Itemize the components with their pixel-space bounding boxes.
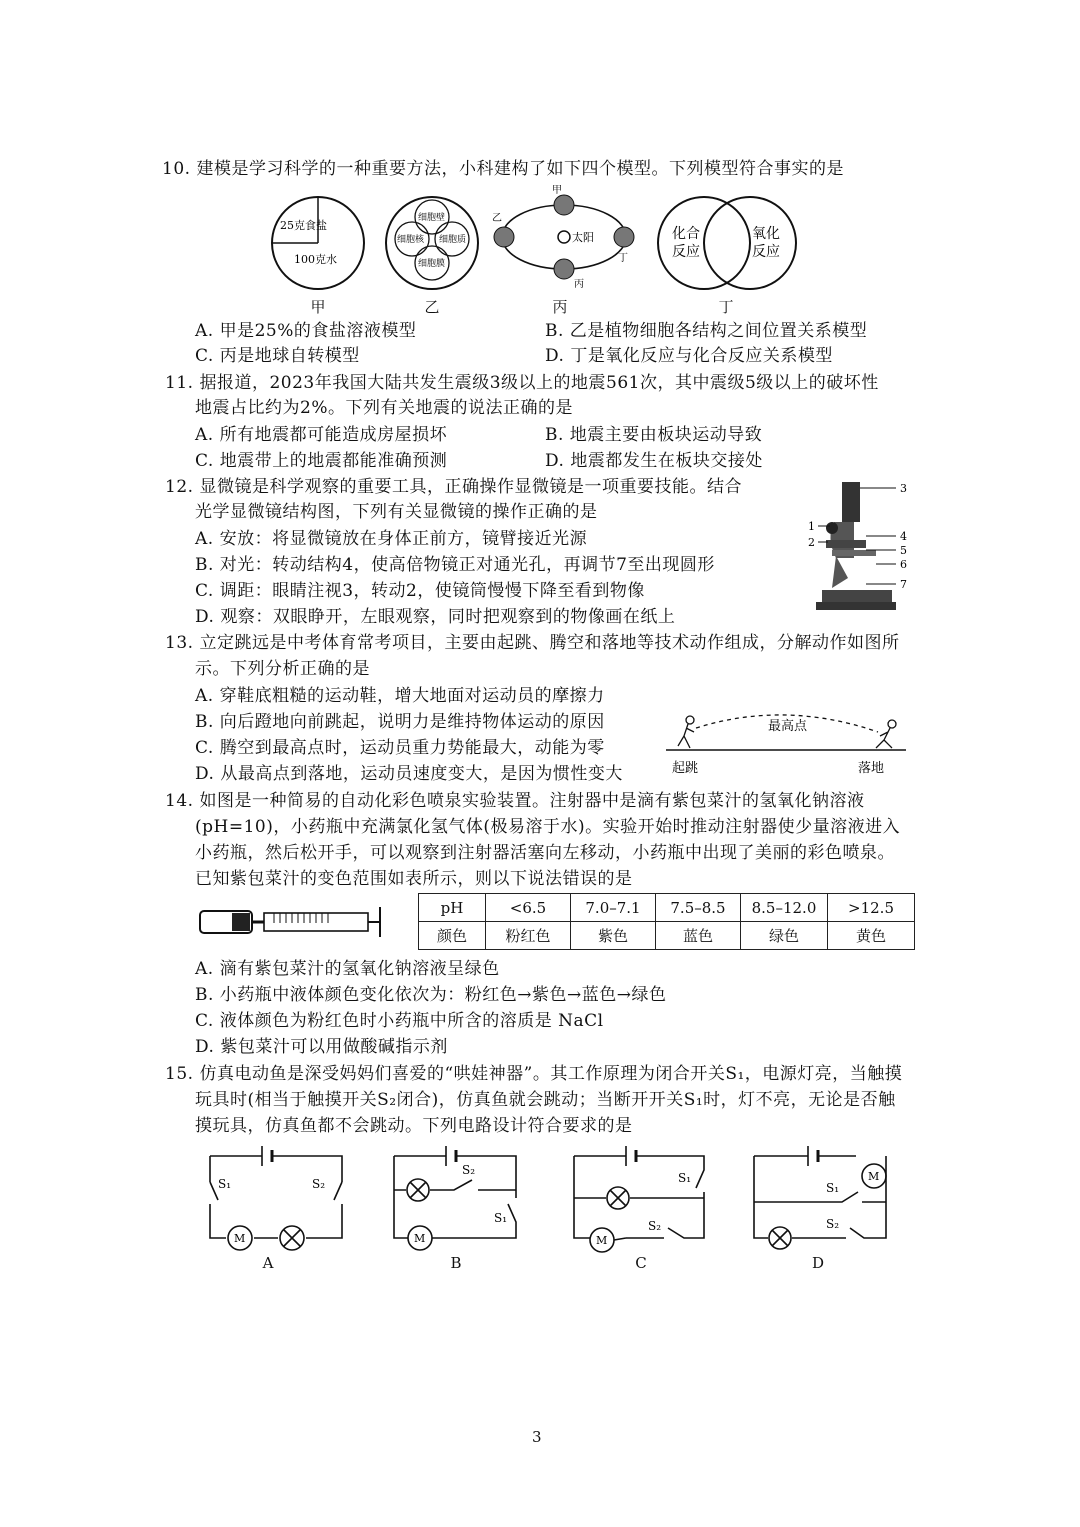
q15-stem-line2: 玩具时(相当于触摸开关S₂闭合)，仿真鱼就会跳动；当断开开关S₁时，灯不亮，无论是否触 bbox=[195, 1090, 896, 1110]
q11-option-b[interactable]: B. 地震主要由板块运动导致 bbox=[545, 425, 763, 445]
yi-left-label: 细胞核 bbox=[397, 235, 425, 245]
q11-option-a[interactable]: A. 所有地震都可能造成房屋损坏 bbox=[195, 425, 448, 445]
microscope-label-2: 2 bbox=[808, 536, 815, 549]
yi-bottom-label: 细胞膜 bbox=[418, 259, 446, 269]
jump-top-label: 最高点 bbox=[768, 719, 808, 734]
bing-yi-label: 乙 bbox=[492, 213, 502, 224]
q13-option-d[interactable]: D. 从最高点到落地，运动员速度变大，是因为惯性变大 bbox=[195, 764, 623, 784]
q13-stem-line1: 13. 立定跳远是中考体育常考项目，主要由起跳、腾空和落地等技术动作组成，分解动作如图所 bbox=[165, 633, 900, 653]
ph-color-table bbox=[418, 893, 915, 950]
q12-option-b[interactable]: B. 对光：转动结构4，使高倍物镜正对通光孔，再调节7至出现圆形 bbox=[195, 555, 715, 575]
q14-option-b[interactable]: B. 小药瓶中液体颜色变化依次为：粉红色→紫色→蓝色→绿色 bbox=[195, 985, 667, 1005]
circuit-d[interactable] bbox=[746, 1142, 896, 1254]
circuit-b-label: B bbox=[450, 1254, 462, 1272]
circuit-a-s1: S₁ bbox=[218, 1177, 232, 1191]
q10-figure-yi bbox=[382, 193, 482, 293]
microscope-figure bbox=[796, 478, 916, 618]
table-cell: >12.5 bbox=[828, 894, 915, 922]
q10-option-b[interactable]: B. 乙是植物细胞各结构之间位置关系模型 bbox=[545, 321, 868, 341]
q11-stem-line2: 地震占比约为2%。下列有关地震的说法正确的是 bbox=[195, 398, 573, 418]
q10-figure-jia bbox=[268, 193, 368, 293]
table-cell: <6.5 bbox=[486, 894, 571, 922]
jia-salt-label: 25克食盐 bbox=[280, 219, 327, 232]
table-cell: 紫色 bbox=[571, 922, 656, 950]
q10-stem: 10. 建模是学习科学的一种重要方法，小科建构了如下四个模型。下列模型符合事实的是 bbox=[162, 159, 844, 179]
q14-option-c[interactable]: C. 液体颜色为粉红色时小药瓶中所含的溶质是 NaCl bbox=[195, 1011, 604, 1031]
circuit-b[interactable] bbox=[384, 1142, 544, 1254]
q15-stem-line1: 15. 仿真电动鱼是深受妈妈们喜爱的“哄娃神器”。其工作原理为闭合开关S₁，电源灯亮，当触摸 bbox=[165, 1064, 903, 1084]
table-cell: 7.5–8.5 bbox=[656, 894, 741, 922]
circuit-b-s1: S₁ bbox=[494, 1211, 508, 1225]
yi-right-label: 细胞质 bbox=[439, 235, 467, 245]
q14-option-d[interactable]: D. 紫包菜汁可以用做酸碱指示剂 bbox=[195, 1037, 448, 1057]
circuit-c[interactable] bbox=[568, 1142, 728, 1254]
microscope-label-6: 6 bbox=[900, 558, 907, 571]
ding-left-label-1: 化合 bbox=[672, 226, 700, 242]
q13-stem-line2: 示。下列分析正确的是 bbox=[195, 659, 370, 679]
table-cell: 8.5–12.0 bbox=[741, 894, 828, 922]
table-cell: 黄色 bbox=[828, 922, 915, 950]
q10-caption-jia: 甲 bbox=[310, 298, 326, 316]
microscope-label-4: 4 bbox=[900, 530, 907, 543]
q15-stem-line3: 摸玩具，仿真鱼都不会跳动。下列电路设计符合要求的是 bbox=[195, 1116, 633, 1136]
circuit-a-motor: M bbox=[234, 1232, 246, 1245]
circuit-c-motor: M bbox=[596, 1234, 608, 1247]
q10-option-a[interactable]: A. 甲是25%的食盐溶液模型 bbox=[195, 321, 417, 341]
table-row bbox=[419, 894, 915, 922]
microscope-label-7: 7 bbox=[900, 578, 907, 591]
q10-caption-ding: 丁 bbox=[718, 298, 734, 316]
q12-option-a[interactable]: A. 安放：将显微镜放在身体正前方，镜臂接近光源 bbox=[195, 529, 588, 549]
q14-stem-line2: (pH=10)，小药瓶中充满氯化氢气体(极易溶于水)。实验开始时推动注射器使少量溶液进入 bbox=[195, 817, 901, 837]
circuit-c-label: C bbox=[635, 1254, 647, 1272]
circuit-a[interactable] bbox=[196, 1142, 356, 1254]
table-cell: 蓝色 bbox=[656, 922, 741, 950]
table-row bbox=[419, 922, 915, 950]
jump-start-label: 起跳 bbox=[672, 761, 699, 776]
bing-ding-label: 丁 bbox=[618, 253, 628, 264]
q13-option-a[interactable]: A. 穿鞋底粗糙的运动鞋，增大地面对运动员的摩擦力 bbox=[195, 686, 605, 706]
q13-option-b[interactable]: B. 向后蹬地向前跳起，说明力是维持物体运动的原因 bbox=[195, 712, 605, 732]
q12-stem-line2: 光学显微镜结构图，下列有关显微镜的操作正确的是 bbox=[195, 502, 598, 522]
q11-stem-line1: 11. 据报道，2023年我国大陆共发生震级3级以上的地震561次，其中震级5级以上的破坏性 bbox=[165, 373, 879, 393]
q14-stem-line1: 14. 如图是一种简易的自动化彩色喷泉实验装置。注射器中是滴有紫包菜汁的氢氧化钠溶液 bbox=[165, 791, 865, 811]
table-cell: 绿色 bbox=[741, 922, 828, 950]
table-cell: 粉红色 bbox=[486, 922, 571, 950]
microscope-label-3: 3 bbox=[900, 482, 907, 495]
bing-bing-label: 丙 bbox=[574, 279, 584, 290]
bing-jia-label: 甲 bbox=[552, 185, 562, 196]
microscope-label-1: 1 bbox=[808, 520, 815, 533]
microscope-label-5: 5 bbox=[900, 544, 907, 557]
q11-option-c[interactable]: C. 地震带上的地震都能准确预测 bbox=[195, 451, 448, 471]
q12-option-d[interactable]: D. 观察：双眼睁开，左眼观察，同时把观察到的物像画在纸上 bbox=[195, 607, 676, 627]
circuit-c-s1: S₁ bbox=[678, 1171, 692, 1185]
yi-top-label: 细胞壁 bbox=[418, 213, 446, 223]
q10-caption-yi: 乙 bbox=[424, 298, 440, 316]
circuit-b-s2: S₂ bbox=[462, 1163, 476, 1177]
q13-option-c[interactable]: C. 腾空到最高点时，运动员重力势能最大，动能为零 bbox=[195, 738, 605, 758]
q12-option-c[interactable]: C. 调距：眼睛注视3，转动2，使镜筒慢慢下降至看到物像 bbox=[195, 581, 645, 601]
q10-caption-bing: 丙 bbox=[552, 298, 568, 316]
ding-right-label-1: 氧化 bbox=[752, 226, 780, 242]
long-jump-figure bbox=[660, 706, 910, 780]
page-number: 3 bbox=[532, 1428, 542, 1446]
q12-stem-line1: 12. 显微镜是科学观察的重要工具，正确操作显微镜是一项重要技能。结合 bbox=[165, 477, 742, 497]
circuit-d-label: D bbox=[811, 1254, 825, 1272]
jia-water-label: 100克水 bbox=[294, 253, 337, 266]
table-cell: pH bbox=[419, 894, 486, 922]
q10-option-d[interactable]: D. 丁是氧化反应与化合反应关系模型 bbox=[545, 346, 833, 366]
circuit-c-s2: S₂ bbox=[648, 1219, 662, 1233]
q10-figure-bing bbox=[490, 185, 638, 295]
syringe-figure bbox=[196, 905, 396, 939]
q10-option-c[interactable]: C. 丙是地球自转模型 bbox=[195, 346, 360, 366]
q11-option-d[interactable]: D. 地震都发生在板块交接处 bbox=[545, 451, 763, 471]
table-cell: 颜色 bbox=[419, 922, 486, 950]
q14-stem-line4: 已知紫包菜汁的变色范围如表所示，则以下说法错误的是 bbox=[195, 869, 633, 889]
table-cell: 7.0–7.1 bbox=[571, 894, 656, 922]
ding-left-label-2: 反应 bbox=[672, 244, 700, 260]
ding-right-label-2: 反应 bbox=[752, 244, 780, 260]
bing-sun-label: 太阳 bbox=[572, 231, 594, 244]
circuit-d-s2: S₂ bbox=[826, 1217, 840, 1231]
jump-end-label: 落地 bbox=[858, 761, 885, 776]
q14-option-a[interactable]: A. 滴有紫包菜汁的氢氧化钠溶液呈绿色 bbox=[195, 959, 500, 979]
circuit-a-s2: S₂ bbox=[312, 1177, 326, 1191]
q14-stem-line3: 小药瓶，然后松开手，可以观察到注射器活塞向左移动，小药瓶中出现了美丽的彩色喷泉。 bbox=[195, 843, 895, 863]
circuit-b-motor: M bbox=[414, 1232, 426, 1245]
circuit-a-label: A bbox=[262, 1254, 274, 1272]
circuit-d-motor: M bbox=[868, 1170, 880, 1183]
circuit-d-s1: S₁ bbox=[826, 1181, 840, 1195]
q10-figure-ding bbox=[652, 193, 802, 293]
